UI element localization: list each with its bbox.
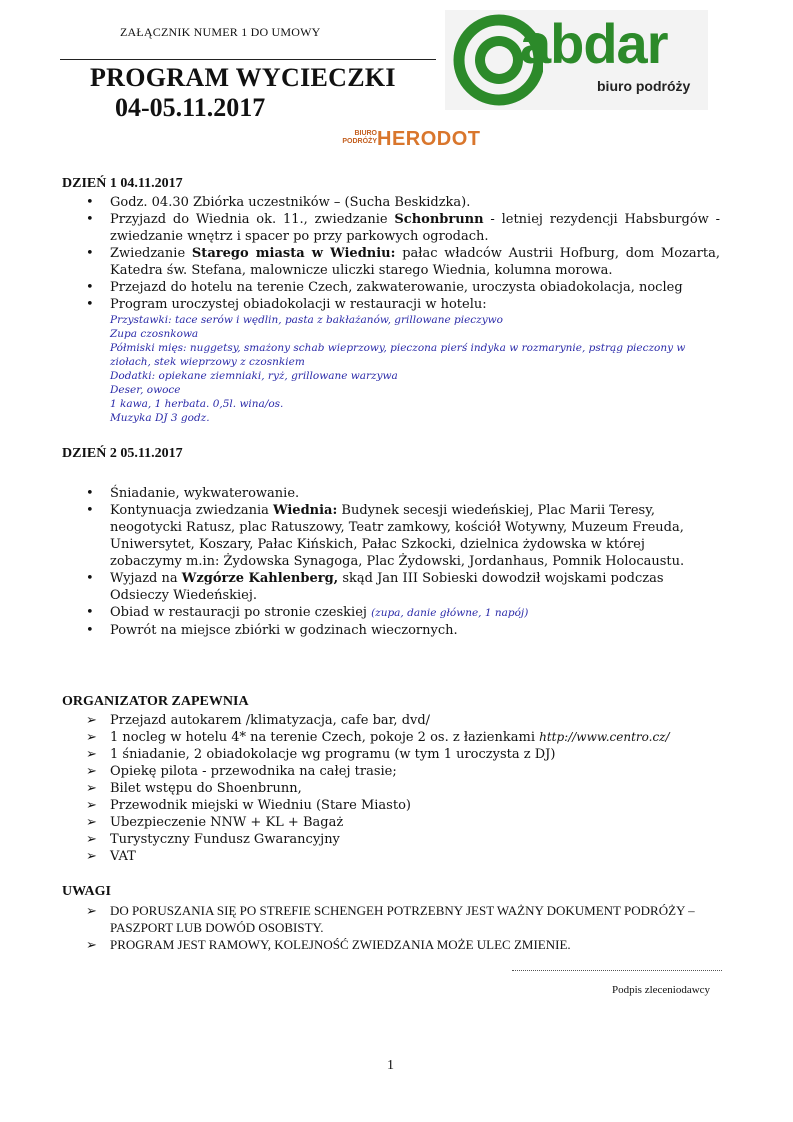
item-bold: Wzgórze Kahlenberg, bbox=[181, 571, 339, 586]
list-item bbox=[86, 797, 726, 814]
item-text: - letniej rezydencji Habsburgów - zwiedzanie wnętrz i spacer po przy parkowych ogrodach. bbox=[110, 212, 720, 244]
arrow-icon: ➢ bbox=[86, 747, 97, 762]
arrow-icon: ➢ bbox=[86, 903, 97, 918]
list-item: • Godz. 04.30 Zbiórka uczestników – (Sucha Beskidzka). bbox=[86, 195, 471, 210]
item-text: Zwiedzanie bbox=[110, 246, 192, 261]
dinner-menu bbox=[110, 313, 720, 425]
item-text: DO PORUSZANIA SIĘ PO STREFIE SCHENGEH POTRZEBNY JEST WAŻNY DOKUMENT PODRÓŻY – PASZPORT LUB DOWÓD OSOBISTY. bbox=[110, 903, 695, 935]
annex-label: ZAŁĄCZNIK NUMER 1 DO UMOWY bbox=[120, 25, 321, 39]
item-text: Ubezpieczenie NNW + KL + Bagaż bbox=[110, 815, 344, 830]
list-item bbox=[86, 712, 726, 729]
day1-list bbox=[86, 194, 720, 425]
list-item: • Przyjazd do Wiednia ok. 11., zwiedzanie Schonbrunn - letniej rezydencji Habsburgów - zwiedzanie wnętrz i spacer po przy parkowych ogrodach. bbox=[86, 212, 720, 244]
menu-line: Przystawki: tace serów i wędlin, pasta z bakłażanów, grillowane pieczywo bbox=[110, 314, 503, 326]
item-bold: Wiednia: bbox=[272, 503, 338, 518]
list-item: • Śniadanie, wykwaterowanie. bbox=[86, 486, 300, 501]
item-text: skąd Jan III Sobieski dowodził wojskami podczas Odsieczy Wiedeńskiej. bbox=[110, 571, 664, 603]
arrow-icon: ➢ bbox=[86, 781, 97, 796]
menu-line: Muzyka DJ 3 godz. bbox=[110, 412, 210, 424]
logo-brand-text: abdar bbox=[520, 12, 668, 75]
trip-date: 04-05.11.2017 bbox=[115, 93, 266, 122]
notes-list bbox=[86, 902, 726, 953]
list-item bbox=[86, 780, 726, 797]
list-item bbox=[86, 902, 726, 936]
item-text: Turystyczny Fundusz Gwarancyjny bbox=[110, 832, 340, 847]
item-text: Przyjazd do Wiednia ok. 11., zwiedzanie bbox=[110, 212, 395, 227]
item-text: Przewodnik miejski w Wiedniu (Stare Miasto) bbox=[110, 798, 411, 813]
day2-list bbox=[86, 485, 720, 639]
item-italic: (zupa, danie główne, 1 napój) bbox=[371, 607, 529, 619]
arrow-icon: ➢ bbox=[86, 764, 97, 779]
signature-label: Podpis zleceniodawcy bbox=[612, 984, 711, 996]
menu-line: Deser, owoce bbox=[110, 384, 181, 396]
item-text: Powrót na miejsce zbiórki w godzinach wieczornych. bbox=[110, 623, 458, 638]
arrow-icon: ➢ bbox=[86, 849, 97, 864]
item-text: Obiad w restauracji po stronie czeskiej bbox=[110, 605, 372, 620]
day2-title: DZIEŃ 2 05.11.2017 bbox=[62, 446, 183, 461]
header-rule bbox=[60, 59, 436, 60]
list-item: • Powrót na miejsce zbiórki w godzinach wieczornych. bbox=[86, 623, 458, 638]
item-bold: Starego miasta w Wiedniu: bbox=[191, 246, 396, 261]
document-title: PROGRAM WYCIECZKI bbox=[90, 63, 396, 92]
list-item: • Wyjazd na Wzgórze Kahlenberg, skąd Jan III Sobieski dowodził wojskami podczas Odsieczy Wiedeńskiej. bbox=[86, 571, 664, 603]
menu-line: Zupa czosnkowa bbox=[110, 328, 199, 340]
hotel-link[interactable]: http://www.centro.cz/ bbox=[539, 730, 670, 744]
organizer-title: ORGANIZATOR ZAPEWNIA bbox=[62, 694, 249, 709]
item-text: 1 śniadanie, 2 obiadokolacje wg programu (w tym 1 uroczysta z DJ) bbox=[110, 747, 556, 762]
list-item bbox=[86, 831, 726, 848]
item-text: PROGRAM JEST RAMOWY, KOLEJNOŚĆ ZWIEDZANIA MOŻE ULEC ZMIENIE. bbox=[110, 937, 571, 952]
list-item bbox=[86, 746, 726, 763]
arrow-icon: ➢ bbox=[86, 798, 97, 813]
menu-line: 1 kawa, 1 herbata. 0,5l. wina/os. bbox=[110, 398, 284, 410]
organizer-list bbox=[86, 712, 726, 865]
item-text: Program uroczystej obiadokolacji w restauracji w hotelu: bbox=[110, 297, 487, 312]
day1-title: DZIEŃ 1 04.11.2017 bbox=[62, 176, 183, 191]
list-item: • Kontynuacja zwiedzania Wiednia: Budynek secesji wiedeńskiej, Plac Marii Teresy, neogotycki Ratusz, plac Ratuszowy, Teatr zamkowy, kościół Wotywny, Muzeum Freuda, Uniwersytet, Koszary, Pałac Kińskich, Pałac Szkocki, dzielnica żydowska w której zobaczymy m.in: Żydowska Synagoga, Plac Żydowski, Jordanhaus, Pomnik Holocaustu. bbox=[86, 503, 685, 569]
list-item bbox=[86, 763, 726, 780]
list-item bbox=[86, 729, 726, 746]
item-text: Kontynuacja zwiedzania bbox=[110, 503, 273, 518]
item-text: Wyjazd na bbox=[110, 571, 182, 586]
list-item: • Przejazd do hotelu na terenie Czech, zakwaterowanie, uroczysta obiadokolacja, nocleg bbox=[86, 280, 683, 295]
item-text: Bilet wstępu do Shoenbrunn, bbox=[110, 781, 302, 796]
item-text: Godz. 04.30 Zbiórka uczestników – (Sucha Beskidzka). bbox=[110, 195, 471, 210]
list-item: • Zwiedzanie Starego miasta w Wiedniu: pałac władców Austrii Hofburg, dom Mozarta, Katedra św. Stefana, malownicze uliczki starego Wiednia, kolumna morowa. bbox=[86, 246, 720, 278]
list-item bbox=[86, 814, 726, 831]
item-text: Śniadanie, wykwaterowanie. bbox=[110, 486, 300, 501]
list-item: • Program uroczystej obiadokolacji w restauracji w hotelu: Przystawki: tace serów i wędlin, pasta z bakłażanów, grillowane pieczywo Zupa czosnkowa Półmiski mięs: nuggetsy, smażony schab wieprzowy, pieczona pierś indyka w rozmarynie, pstrąg pieczony w ziołach, stek wieprzowy z czosnkiem Dodatki: opiekane ziemniaki, ryż, grillowane warzywa Deser, owoce 1 kawa, 1 herbata. 0,5l. wina/os. Muzyka DJ 3 godz. bbox=[86, 296, 720, 425]
item-text: Budynek secesji wiedeńskiej, Plac Marii Teresy, neogotycki Ratusz, plac Ratuszowy, Teatr zamkowy, kościół Wotywny, Muzeum Freuda, Uniwersytet, Koszary, Pałac Kińskich, Pałac Szkocki, dzielnica żydowska w której zobaczymy m.in: Żydowska Synagoga, Plac Żydowski, Jordanhaus, Pomnik Holocaustu. bbox=[110, 503, 685, 569]
page-number: 1 bbox=[387, 1058, 394, 1073]
arrow-icon: ➢ bbox=[86, 937, 97, 952]
item-text: Przejazd do hotelu na terenie Czech, zakwaterowanie, uroczysta obiadokolacja, nocleg bbox=[110, 280, 683, 295]
item-text: pałac władców Austrii Hofburg, dom Mozarta, Katedra św. Stefana, malownicze uliczki starego Wiednia, kolumna morowa. bbox=[110, 246, 720, 278]
herodot-small-text bbox=[337, 130, 377, 146]
arrow-icon: ➢ bbox=[86, 815, 97, 830]
arrow-icon: ➢ bbox=[86, 713, 97, 728]
herodot-logo-text: HERODOT bbox=[377, 128, 481, 150]
signature-line bbox=[512, 970, 722, 971]
arrow-icon: ➢ bbox=[86, 730, 97, 745]
item-text: Opiekę pilota - przewodnika na całej trasie; bbox=[110, 764, 397, 779]
herodot-small-line-2: PODRÓŻY bbox=[342, 138, 377, 145]
menu-line: Półmiski mięs: nuggetsy, smażony schab wieprzowy, pieczona pierś indyka w rozmarynie, pstrąg pieczony w ziołach, stek wieprzowy z czosnkiem bbox=[110, 342, 686, 368]
list-item bbox=[86, 848, 726, 865]
list-item bbox=[86, 936, 726, 953]
menu-line: Dodatki: opiekane ziemniaki, ryż, grillowane warzywa bbox=[110, 370, 398, 382]
arrow-icon: ➢ bbox=[86, 832, 97, 847]
item-bold: Schonbrunn bbox=[394, 212, 484, 227]
item-text: VAT bbox=[110, 849, 136, 864]
herodot-small-line-1: BIURO bbox=[354, 130, 377, 137]
list-item: • Obiad w restauracji po stronie czeskiej (zupa, danie główne, 1 napój) bbox=[86, 605, 529, 620]
logo-subtitle: biuro podróży bbox=[597, 78, 691, 94]
notes-title: UWAGI bbox=[62, 884, 112, 899]
item-text: 1 nocleg w hotelu 4* na terenie Czech, pokoje 2 os. z łazienkami bbox=[110, 730, 540, 745]
item-text: Przejazd autokarem /klimatyzacja, cafe bar, dvd/ bbox=[110, 713, 431, 728]
